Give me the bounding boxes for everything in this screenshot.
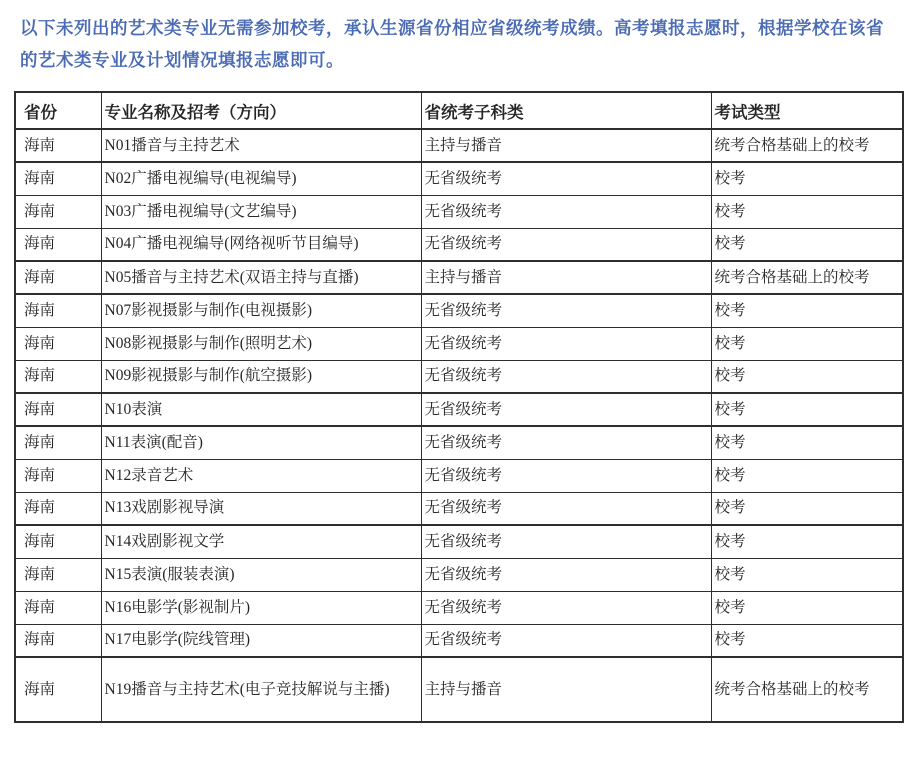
subcategory-cell: 无省级统考 [421,492,711,525]
major-cell: N05播音与主持艺术(双语主持与直播) [101,261,421,294]
exam-type-cell: 校考 [711,360,903,393]
header-major: 专业名称及招考（方向） [101,92,421,129]
header-province: 省份 [15,92,101,129]
table-row [15,228,903,261]
intro-paragraph: 以下未列出的艺术类专业无需参加校考，承认生源省份相应省级统考成绩。高考填报志愿时，根据学校在该省的艺术类专业及计划情况填报志愿即可。 [20,18,884,70]
major-cell: N13戏剧影视导演 [101,492,421,525]
subcategory-cell: 无省级统考 [421,393,711,426]
major-cell: N04广播电视编导(网络视听节目编导) [101,228,421,261]
exam-type-cell: 校考 [711,624,903,657]
major-cell: N07影视摄影与制作(电视摄影) [101,294,421,327]
province-cell: 海南 [15,459,101,492]
province-cell: 海南 [15,657,101,722]
exam-type-cell: 校考 [711,558,903,591]
province-cell: 海南 [15,228,101,261]
subcategory-cell: 主持与播音 [421,129,711,162]
table-row [15,459,903,492]
major-cell: N10表演 [101,393,421,426]
major-cell: N19播音与主持艺术(电子竞技解说与主播) [101,657,421,722]
exam-type-cell: 校考 [711,294,903,327]
subcategory-cell: 无省级统考 [421,162,711,195]
table-row [15,426,903,459]
major-cell: N14戏剧影视文学 [101,525,421,558]
province-cell: 海南 [15,393,101,426]
majors-table [14,91,904,723]
table-row [15,195,903,228]
subcategory-cell: 无省级统考 [421,360,711,393]
header-exam-type: 考试类型 [711,92,903,129]
subcategory-cell: 主持与播音 [421,657,711,722]
header-subcategory: 省统考子科类 [421,92,711,129]
province-cell: 海南 [15,591,101,624]
exam-type-cell: 校考 [711,162,903,195]
exam-type-cell: 校考 [711,525,903,558]
province-cell: 海南 [15,492,101,525]
subcategory-cell: 无省级统考 [421,624,711,657]
exam-type-cell: 统考合格基础上的校考 [711,129,903,162]
major-cell: N12录音艺术 [101,459,421,492]
province-cell: 海南 [15,426,101,459]
major-cell: N01播音与主持艺术 [101,129,421,162]
province-cell: 海南 [15,525,101,558]
subcategory-cell: 无省级统考 [421,327,711,360]
exam-type-cell: 统考合格基础上的校考 [711,657,903,722]
table-row [15,591,903,624]
exam-type-cell: 校考 [711,228,903,261]
exam-type-cell: 统考合格基础上的校考 [711,261,903,294]
subcategory-cell: 无省级统考 [421,525,711,558]
table-row [15,657,903,722]
major-cell: N03广播电视编导(文艺编导) [101,195,421,228]
exam-type-cell: 校考 [711,492,903,525]
subcategory-cell: 无省级统考 [421,558,711,591]
exam-type-cell: 校考 [711,591,903,624]
exam-type-cell: 校考 [711,327,903,360]
province-cell: 海南 [15,162,101,195]
table-header [15,92,903,129]
table-row [15,327,903,360]
province-cell: 海南 [15,294,101,327]
table-row [15,492,903,525]
subcategory-cell: 无省级统考 [421,459,711,492]
table-row [15,558,903,591]
major-cell: N16电影学(影视制片) [101,591,421,624]
table-row [15,294,903,327]
province-cell: 海南 [15,195,101,228]
province-cell: 海南 [15,327,101,360]
major-cell: N02广播电视编导(电视编导) [101,162,421,195]
major-cell: N09影视摄影与制作(航空摄影) [101,360,421,393]
province-cell: 海南 [15,360,101,393]
exam-type-cell: 校考 [711,393,903,426]
province-cell: 海南 [15,558,101,591]
table-row [15,393,903,426]
subcategory-cell: 无省级统考 [421,195,711,228]
table-row [15,162,903,195]
subcategory-cell: 主持与播音 [421,261,711,294]
exam-type-cell: 校考 [711,195,903,228]
table-row [15,261,903,294]
table-header-row [15,92,903,129]
major-cell: N15表演(服装表演) [101,558,421,591]
major-cell: N17电影学(院线管理) [101,624,421,657]
major-cell: N11表演(配音) [101,426,421,459]
province-cell: 海南 [15,261,101,294]
subcategory-cell: 无省级统考 [421,294,711,327]
subcategory-cell: 无省级统考 [421,228,711,261]
major-cell: N08影视摄影与制作(照明艺术) [101,327,421,360]
subcategory-cell: 无省级统考 [421,591,711,624]
table-row [15,129,903,162]
table-row [15,360,903,393]
exam-type-cell: 校考 [711,426,903,459]
province-cell: 海南 [15,129,101,162]
table-row [15,525,903,558]
subcategory-cell: 无省级统考 [421,426,711,459]
exam-type-cell: 校考 [711,459,903,492]
table-body [15,129,903,722]
province-cell: 海南 [15,624,101,657]
table-row [15,624,903,657]
